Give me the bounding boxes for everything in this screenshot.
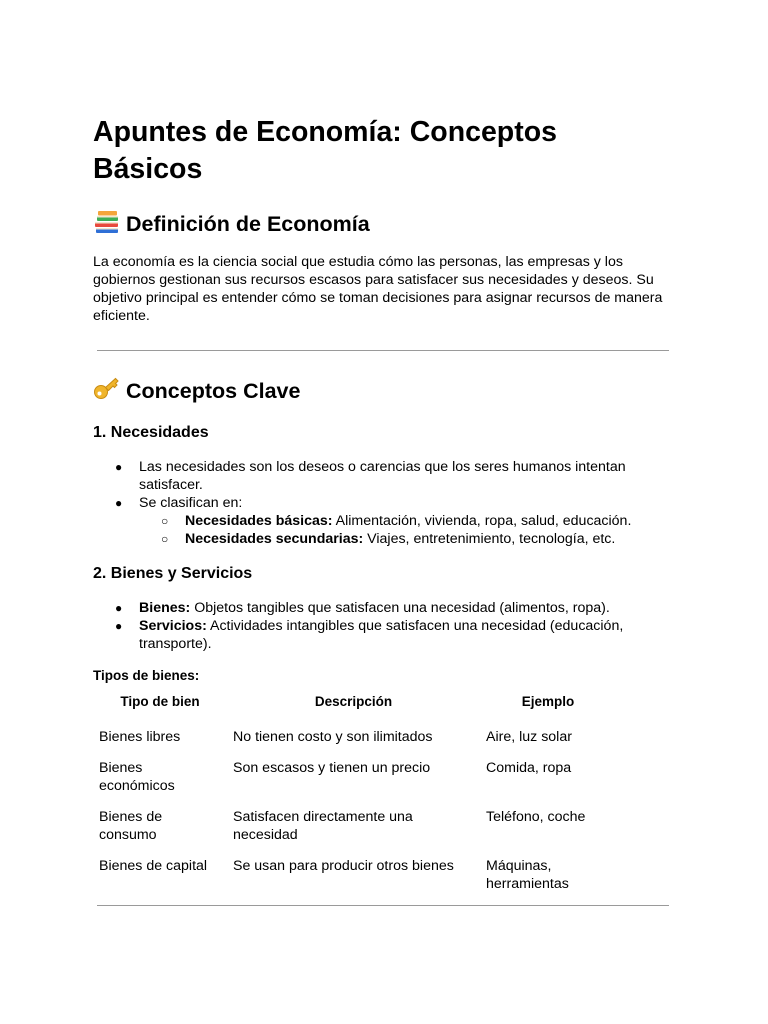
table-cell: Bienes de capital <box>99 858 208 874</box>
table-row <box>93 850 616 899</box>
section-heading-definition-text: Definición de Economía <box>126 212 370 236</box>
list-item <box>93 494 653 548</box>
divider <box>97 350 669 351</box>
section-heading-definition <box>93 210 370 238</box>
table-caption: Tipos de bienes: <box>93 668 200 683</box>
list-item <box>93 458 653 494</box>
table-row <box>93 752 616 801</box>
bienes-list <box>93 599 653 653</box>
list-item-text: Actividades intangibles que satisfacen una necesidad (educación, transporte). <box>139 618 624 652</box>
sublist-item-label: Necesidades secundarias: <box>185 531 364 547</box>
table-cell: Comida, ropa <box>486 760 572 776</box>
key-icon <box>93 377 121 401</box>
list-item <box>93 617 653 653</box>
table-cell: Bienes económicos <box>99 760 175 794</box>
necesidades-list <box>93 458 653 548</box>
table-header-row <box>93 688 616 721</box>
table-cell: Se usan para producir otros bienes <box>233 858 454 874</box>
list-item-label: Servicios: <box>139 618 207 634</box>
bullet-icon: ● <box>115 601 123 615</box>
bullet-icon: ● <box>115 496 123 510</box>
column-header: Ejemplo <box>521 694 575 709</box>
bullet-icon: ● <box>115 460 123 474</box>
page-title: Apuntes de Economía: Conceptos Básicos <box>93 116 557 185</box>
circle-bullet-icon: ○ <box>161 532 169 546</box>
table-cell: Son escasos y tienen un precio <box>233 760 431 776</box>
list-item-text: Las necesidades son los deseos o carencias que los seres humanos intentan satisfacer. <box>139 459 626 493</box>
table-cell: Teléfono, coche <box>486 809 586 825</box>
section-heading-key-concepts-text: Conceptos Clave <box>126 379 301 403</box>
list-item <box>93 599 653 617</box>
table-cell: Bienes de consumo <box>99 809 163 843</box>
sublist-item-label: Necesidades básicas: <box>185 513 333 529</box>
table-cell: Satisfacen directamente una necesidad <box>233 809 413 843</box>
sublist-item-text: Alimentación, vivienda, ropa, salud, educación. <box>332 513 632 529</box>
circle-bullet-icon: ○ <box>161 514 169 528</box>
table-row <box>93 721 616 752</box>
books-icon <box>93 210 121 234</box>
goods-table <box>93 688 616 899</box>
definition-paragraph: La economía es la ciencia social que estudia cómo las personas, las empresas y los gobiernos gestionan sus recursos escasos para satisfacer sus necesidades y deseos. Su objetivo principal es entender cómo se toman decisiones para asignar recursos de manera eficiente. <box>93 254 663 324</box>
bullet-icon: ● <box>115 619 123 633</box>
table-cell: No tienen costo y son ilimitados <box>233 729 433 745</box>
column-header: Tipo de bien <box>120 694 200 709</box>
section-heading-key-concepts <box>93 377 300 405</box>
table-cell: Máquinas, herramientas <box>486 858 569 892</box>
necesidades-sublist <box>139 512 653 548</box>
sublist-item <box>139 530 653 548</box>
list-item-text: Se clasifican en: <box>139 495 243 511</box>
sublist-item-text: Viajes, entretenimiento, tecnología, etc. <box>363 531 616 547</box>
list-item-label: Bienes: <box>139 600 191 616</box>
table-cell: Aire, luz solar <box>486 729 572 745</box>
subheading-bienes: 2. Bienes y Servicios <box>93 565 253 582</box>
divider <box>97 905 669 906</box>
table-cell: Bienes libres <box>99 729 181 745</box>
subheading-necesidades: 1. Necesidades <box>93 424 209 441</box>
sublist-item <box>139 512 653 530</box>
table-row <box>93 801 616 850</box>
column-header: Descripción <box>314 694 393 709</box>
list-item-text: Objetos tangibles que satisfacen una necesidad (alimentos, ropa). <box>190 600 610 616</box>
